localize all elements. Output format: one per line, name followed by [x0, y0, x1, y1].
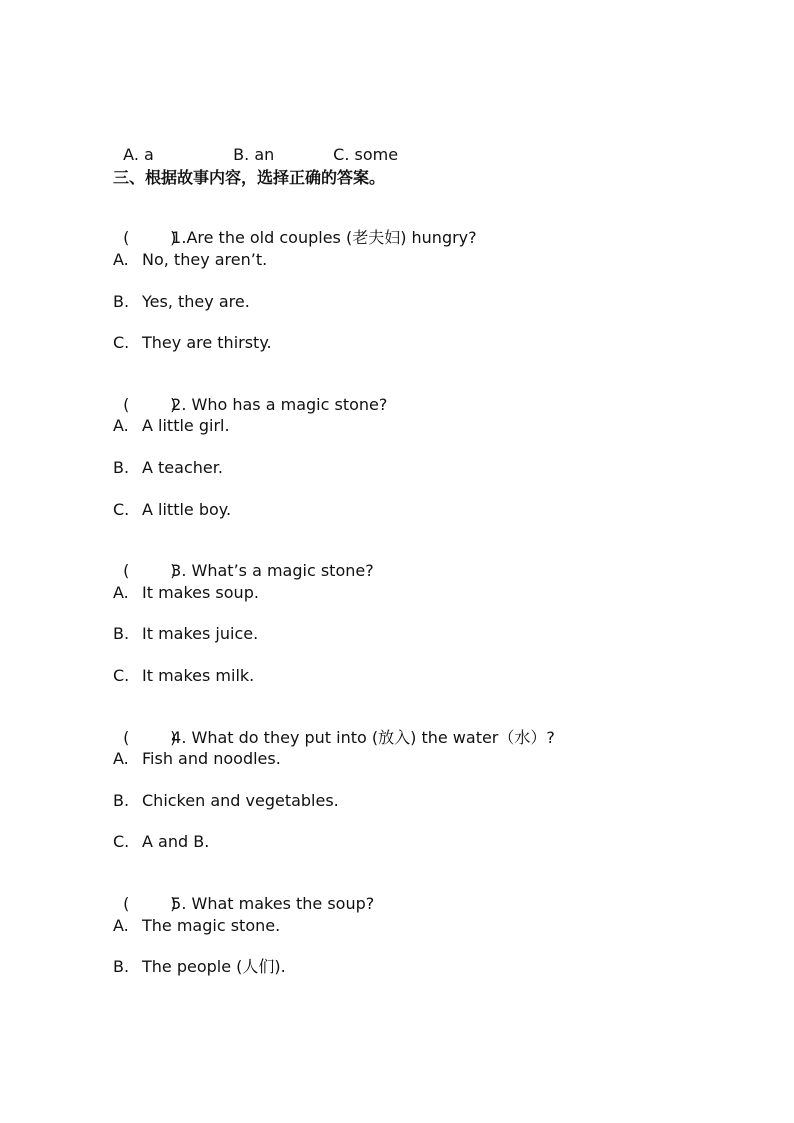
q4-option-b [113, 791, 339, 811]
question-text: 1.Are the old couples (老夫妇) hungry? [171, 228, 477, 247]
q3-option-c [113, 666, 254, 686]
q2-option-c [113, 500, 231, 520]
q1-option-a [113, 250, 267, 270]
option-letter: A. [113, 916, 129, 935]
option-text: Yes, they are. [142, 292, 250, 311]
option-letter: B. [113, 791, 130, 810]
option-letter: A. [113, 583, 129, 602]
q1-option-c [113, 333, 272, 353]
option-text: A teacher. [142, 458, 223, 477]
option-letter: C. [113, 832, 130, 851]
question-5 [113, 874, 374, 914]
q5-option-a [113, 916, 280, 936]
q5-option-b [113, 957, 286, 977]
answer-blank: ( ) [123, 561, 177, 580]
question-4 [113, 708, 555, 748]
previous-question-options [113, 125, 398, 165]
option-letter: A. [113, 250, 129, 269]
option-letter: C. [113, 666, 130, 685]
option-letter: B. [113, 624, 130, 643]
option-text: A and B. [142, 832, 210, 851]
q4-option-c [113, 832, 209, 852]
q3-option-b [113, 624, 258, 644]
option-text: They are thirsty. [142, 333, 272, 352]
question-3 [113, 541, 374, 581]
option-text: It makes milk. [142, 666, 255, 685]
option-text: No, they aren’t. [142, 250, 268, 269]
option-letter: C. [113, 333, 130, 352]
option-text: A little girl. [142, 416, 230, 435]
option-text: The magic stone. [142, 916, 281, 935]
answer-blank: ( ) [123, 395, 177, 414]
option-text: A little boy. [142, 500, 232, 519]
option-a: A. a [123, 145, 154, 164]
answer-blank: ( ) [123, 728, 177, 747]
option-text: The people (人们). [142, 957, 286, 976]
option-text: It makes soup. [142, 583, 259, 602]
question-text: 5. What makes the soup? [171, 894, 375, 913]
option-c: C. some [333, 145, 399, 164]
q2-option-a [113, 416, 230, 436]
option-letter: B. [113, 957, 130, 976]
answer-blank: ( ) [123, 228, 177, 247]
question-text: 3. What’s a magic stone? [171, 561, 374, 580]
option-b: B. an [233, 145, 275, 164]
question-text: 4. What do they put into (放入) the water（水）? [171, 728, 555, 747]
section-title: 三、根据故事内容，选择正确的答案。 [113, 168, 386, 187]
answer-blank: ( ) [123, 894, 177, 913]
q4-option-a [113, 749, 281, 769]
q3-option-a [113, 583, 259, 603]
question-1 [113, 208, 477, 248]
option-letter: A. [113, 416, 129, 435]
q1-option-b [113, 292, 250, 312]
option-text: Chicken and vegetables. [142, 791, 339, 810]
option-letter: A. [113, 749, 129, 768]
question-2 [113, 375, 387, 415]
q2-option-b [113, 458, 223, 478]
option-text: It makes juice. [142, 624, 259, 643]
question-text: 2. Who has a magic stone? [171, 395, 388, 414]
option-letter: B. [113, 458, 130, 477]
option-text: Fish and noodles. [142, 749, 281, 768]
option-letter: C. [113, 500, 130, 519]
option-letter: B. [113, 292, 130, 311]
